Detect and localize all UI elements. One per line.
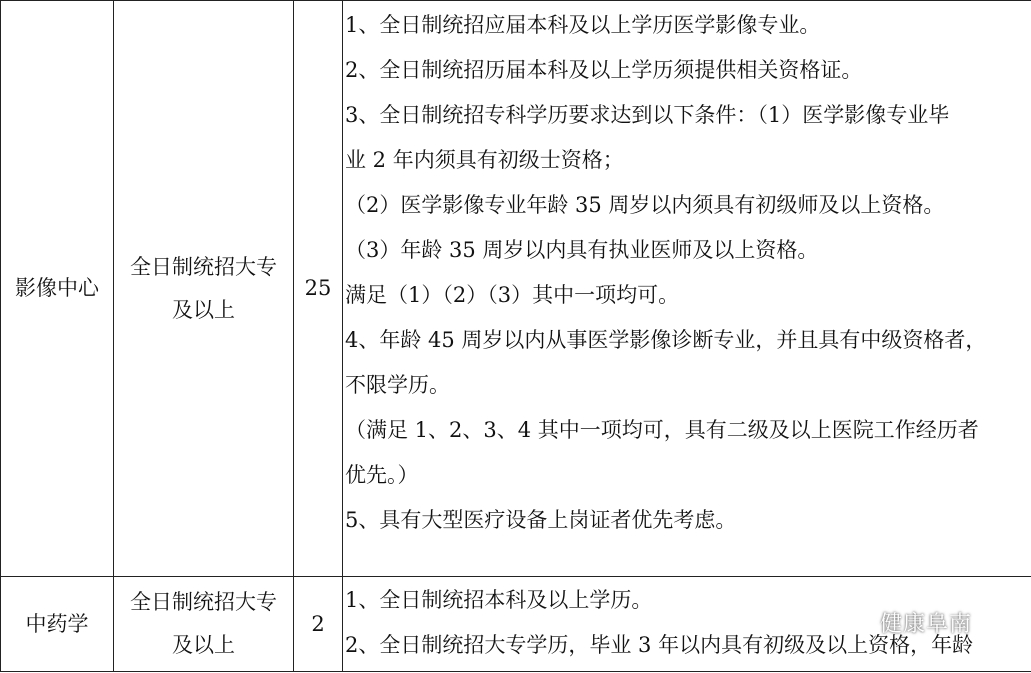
requirement-line: 5、具有大型医疗设备上岗证者优先考虑。 <box>345 508 737 532</box>
department-cell: 中药学 <box>1 577 114 672</box>
wechat-icon <box>842 610 872 636</box>
count-cell: 2 <box>294 577 343 672</box>
education-line: 及以上 <box>172 297 235 322</box>
requirement-line: 业 2 年内须具有初级士资格； <box>345 148 624 172</box>
watermark-text: 健康阜南 <box>880 612 973 637</box>
education-cell <box>114 1 294 577</box>
requirement-line: 2、全日制统招历届本科及以上学历须提供相关资格证。 <box>345 58 863 82</box>
requirement-line: 2、全日制统招大专学历，毕业 3 年以内具有初级及以上资格，年龄 <box>345 633 974 657</box>
requirement-line: 3、全日制统招专科学历要求达到以下条件：（1）医学影像专业毕 <box>345 103 950 127</box>
education-line: 全日制统招大专 <box>130 590 277 614</box>
requirement-line: 不限学历。 <box>345 373 450 397</box>
count-cell: 25 <box>294 1 343 577</box>
requirement-line: （2）医学影像专业年龄 35 周岁以内须具有初级师及以上资格。 <box>345 193 945 217</box>
requirement-line: 4、年龄 45 周岁以内从事医学影像诊断专业，并且具有中级资格者， <box>345 328 987 352</box>
table-row <box>1 1 1031 577</box>
requirement-line: 1、全日制统招应届本科及以上学历医学影像专业。 <box>345 13 821 37</box>
requirement-line: 优先。） <box>345 463 419 487</box>
requirement-line: 满足（1）（2）（3）其中一项均可。 <box>345 283 680 307</box>
education-cell <box>114 577 294 672</box>
requirement-line: （满足 1、2、3、4 其中一项均可，具有二级及以上医院工作经历者 <box>345 418 979 442</box>
department-cell: 影像中心 <box>1 1 114 577</box>
requirement-line: 1、全日制统招本科及以上学历。 <box>345 588 653 612</box>
requirement-line: （3）年龄 35 周岁以内具有执业医师及以上资格。 <box>345 238 819 262</box>
education-line: 全日制统招大专 <box>130 254 277 279</box>
requirements-cell <box>343 1 1031 577</box>
requirements-list <box>345 1 1031 543</box>
watermark <box>842 607 972 638</box>
education-line: 及以上 <box>172 633 235 657</box>
